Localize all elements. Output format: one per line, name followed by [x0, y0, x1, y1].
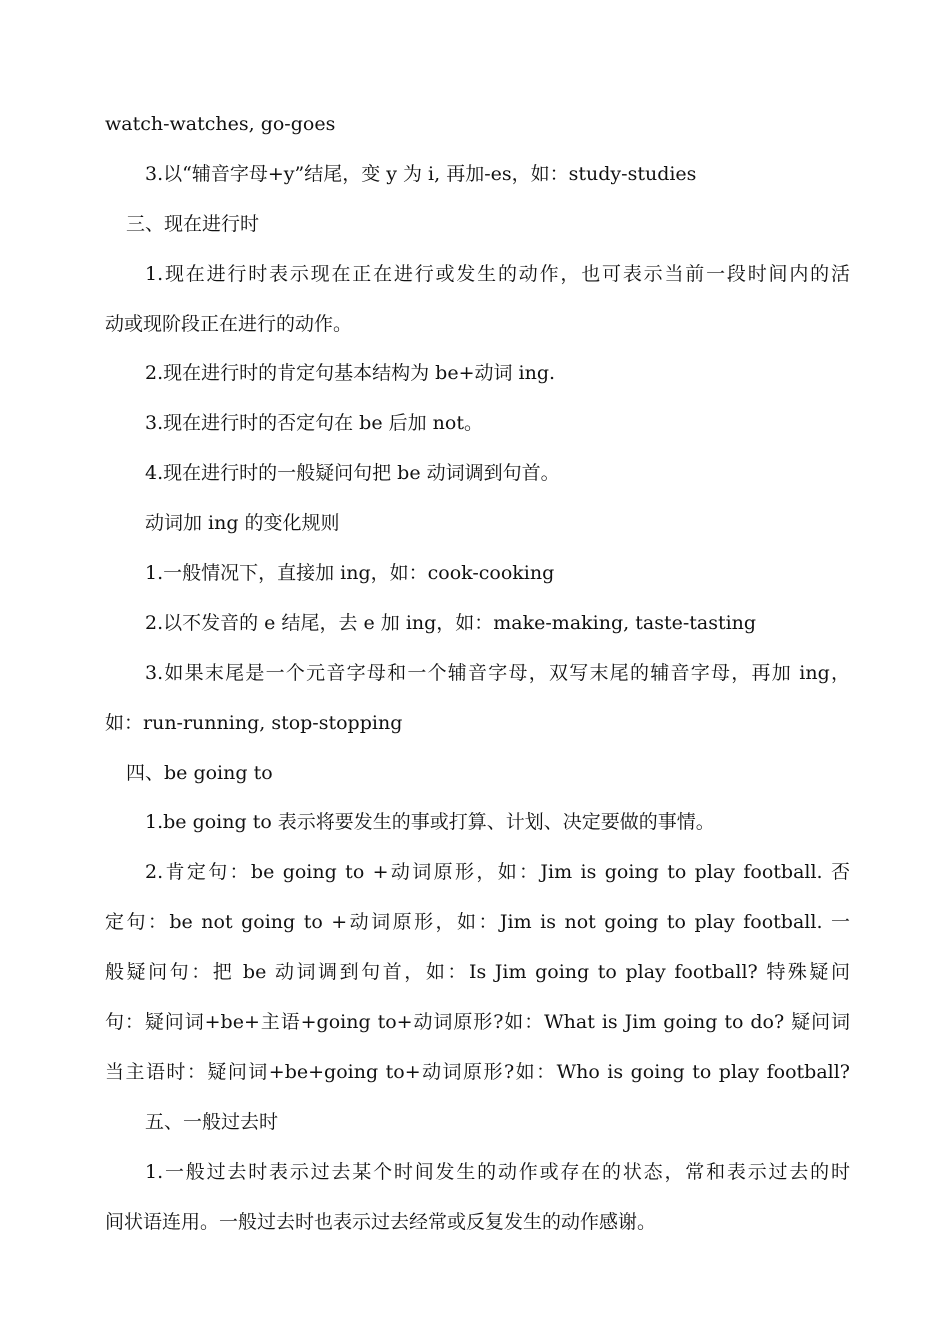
text-line: 间状语连用。一般过去时也表示过去经常或反复发生的动作感谢。 — [105, 1210, 657, 1233]
text-line: 2.肯定句：be going to +动词原形，如：Jim is going to play football. 否 — [145, 861, 850, 884]
text-line: 句：疑问词+be+主语+going to+动词原形?如：What is Jim going to do? 疑问词 — [105, 1011, 850, 1034]
text-line: 1.be going to 表示将要发生的事或打算、计划、决定要做的事情。 — [145, 811, 715, 834]
text-line: 如：run-running, stop-stopping — [105, 711, 403, 734]
section-heading: 四、be going to — [126, 761, 273, 784]
document-page — [105, 100, 850, 1247]
text-line: 2.现在进行时的肯定句基本结构为 be+动词 ing. — [145, 362, 556, 385]
text-line: watch-watches, go-goes — [105, 113, 336, 135]
text-line: 1.现在进行时表示现在正在进行或发生的动作，也可表示当前一段时间内的活 — [145, 262, 850, 285]
section-heading: 三、现在进行时 — [126, 212, 260, 235]
text-line: 3.以“辅音字母+y”结尾，变 y 为 i, 再加-es，如：study-studies — [145, 162, 697, 185]
text-line: 般疑问句：把 be 动词调到句首，如：Is Jim going to play football? 特殊疑问 — [105, 961, 850, 984]
text-line: 3.现在进行时的否定句在 be 后加 not。 — [145, 412, 483, 435]
text-line: 当主语时：疑问词+be+going to+动词原形?如：Who is going to play football? — [105, 1060, 850, 1083]
text-line: 动或现阶段正在进行的动作。 — [105, 312, 353, 335]
text-line: 3.如果末尾是一个元音字母和一个辅音字母，双写末尾的辅音字母，再加 ing， — [145, 661, 850, 684]
text-line: 2.以不发音的 e 结尾，去 e 加 ing，如：make-making, taste-tasting — [145, 611, 757, 634]
text-line: 1.一般过去时表示过去某个时间发生的动作或存在的状态，常和表示过去的时 — [145, 1160, 850, 1183]
text-line: 4.现在进行时的一般疑问句把 be 动词调到句首。 — [145, 462, 560, 485]
subsection-heading: 动词加 ing 的变化规则 — [145, 512, 340, 535]
text-line: 1.一般情况下，直接加 ing，如：cook-cooking — [145, 562, 555, 585]
section-heading: 五、一般过去时 — [145, 1110, 279, 1133]
text-line: 定句：be not going to +动词原形，如：Jim is not going to play football. 一 — [105, 911, 850, 934]
